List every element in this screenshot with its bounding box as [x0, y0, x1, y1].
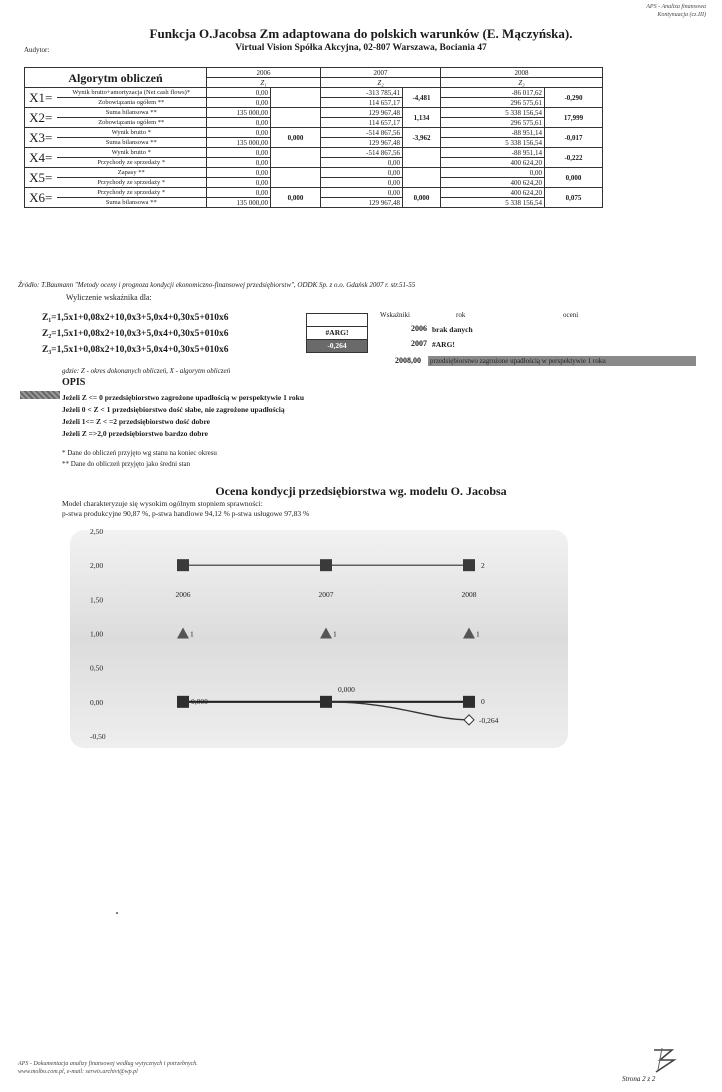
result-2008: -0,290: [545, 88, 603, 108]
note-1: * Dane do obliczeń przyjęto wg stanu na koniec okresu: [62, 449, 217, 457]
z1-header: Z₁: [207, 78, 321, 88]
value-2006-num: 0,00: [207, 148, 271, 158]
value-2008-num: 400 624,20: [441, 188, 545, 198]
result-2006: 0,000: [271, 188, 321, 208]
y-tick-label: 1,50: [90, 595, 104, 605]
data-point: [463, 559, 475, 571]
value-2006-den: 0,00: [207, 118, 271, 128]
result-year-2008: 2008,00: [395, 356, 421, 365]
value-2008-den: 296 575,61: [441, 98, 545, 108]
corner-line-2: Kontynuacja (cz.III): [657, 12, 706, 18]
numerator-desc: Przychody ze sprzedaży *: [57, 188, 207, 198]
data-point: [320, 628, 332, 639]
value-2008-den: 400 624,20: [441, 158, 545, 168]
value-2008-den: 400 624,20: [441, 178, 545, 188]
document-title: Funkcja O.Jacobsa Zm adaptowana do polskich warunków (E. Mączyńska).: [149, 26, 573, 41]
denominator-desc: Przychody ze sprzedaży *: [57, 178, 207, 188]
data-label: 1: [333, 629, 337, 639]
result-2008: -0,017: [545, 128, 603, 148]
source-note: Źródło: T.Baumann "Metody oceny i prognoza kondycji ekonomiczno-finansowej przedsiębiorstw", ODDK Sp. z o.o. Gdańsk 2007 r. str.51-55: [18, 281, 416, 289]
value-2007-den: 114 657,17: [321, 118, 403, 128]
numerator-desc: Zapasy **: [57, 168, 207, 178]
value-2007-num: -514 867,56: [321, 128, 403, 138]
footer-line-2: www.molbo.com.pl, e-mail: serwis.archivi@wp.pl: [18, 1069, 138, 1075]
formula-z3: Z₃=1,5x1+0,08x2+10,0x3+5,0x4+0,30x5+010x6: [42, 345, 229, 355]
rule-2: Jeżeli 0 < Z < 1 przedsiębiorstwo dość słabe, nie zagrożone upadłością: [62, 405, 285, 414]
x-tick-label: 2006: [175, 590, 191, 599]
y-tick-label: 2,50: [90, 527, 104, 536]
note-2: ** Dane do obliczeń przyjęto jako średni stan: [62, 460, 191, 468]
value-2008-den: 296 575,61: [441, 118, 545, 128]
result-2008: 0,075: [545, 188, 603, 208]
x-tick-label: 2007: [318, 590, 334, 599]
rule-4: Jeżeli Z =>2,0 przedsiębiorstwo bardzo dobre: [62, 429, 208, 438]
z2-header: Z₂: [321, 78, 441, 88]
denominator-desc: Suma bilansowa **: [57, 138, 207, 148]
value-2006-den: 0,00: [207, 98, 271, 108]
variable-label: X2=: [25, 108, 57, 128]
denominator-desc: Suma bilansowa **: [57, 198, 207, 208]
x-tick-label: 2008: [461, 590, 477, 599]
data-label: 1: [190, 629, 194, 639]
result-2007: -4,481: [403, 88, 441, 108]
variable-label: X4=: [25, 148, 57, 168]
value-2006-num: 0,00: [207, 188, 271, 198]
data-label: 1: [476, 629, 480, 639]
value-2007-num: -514 867,56: [321, 148, 403, 158]
series-line: [326, 702, 469, 720]
y-tick-label: 0,50: [90, 663, 104, 673]
y-tick-label: 1,00: [90, 629, 104, 639]
data-label: 0,000: [338, 684, 355, 694]
data-point: [463, 696, 475, 708]
corner-line-1: APS - Analiza finansowa: [646, 4, 706, 10]
z2-result: #ARG!: [307, 327, 367, 340]
data-point: [177, 628, 189, 639]
data-point: [320, 559, 332, 571]
legend-note: gdzie: Z - okres dokonanych obliczeń, X - algorytm obliczeń: [62, 367, 231, 375]
rule-1: Jeżeli Z <= 0 przedsiębiorstwo zagrożone upadłością w perspektywie 1 roku: [62, 393, 305, 402]
result-year-2006: 2006: [411, 324, 427, 333]
result-2008: -0,222: [545, 148, 603, 168]
value-2006-den: 135 000,00: [207, 138, 271, 148]
result-text-2007: #ARG!: [432, 340, 455, 349]
numerator-desc: Wynik brutto *: [57, 128, 207, 138]
document-subtitle: Virtual Vision Spółka Akcyjna, 02-807 Warszawa, Bociania 47: [235, 43, 487, 53]
variable-label: X6=: [25, 188, 57, 208]
data-point: [463, 628, 475, 639]
z3-result: -0,264: [307, 340, 367, 352]
rule-3: Jeżeli 1<= Z < =2 przedsiębiorstwo dość dobre: [62, 417, 210, 426]
footer-line-1: APS - Dokumentacja analizy finansowej według wytycznych i potrzebnych.: [18, 1061, 198, 1067]
value-2007-den: 114 657,17: [321, 98, 403, 108]
data-point: [177, 559, 189, 571]
numerator-desc: Wynik brutto+amortyzacja (Net cash flows)*: [57, 88, 207, 98]
opis-heading: OPIS: [62, 377, 86, 388]
result-2007: -3,962: [403, 128, 441, 148]
chart-subtitle-2: p-stwa produkcyjne 90,87 %, p-stwa handlowe 94,12 % p-stwa usługowe 97,83 %: [62, 509, 310, 518]
auditor-label: Audytor:: [24, 46, 50, 54]
value-2006-num: 0,00: [207, 88, 271, 98]
page-number: Strona 2 z 2: [622, 1075, 656, 1083]
value-2008-num: 0,00: [441, 168, 545, 178]
result-text-2008: przedsiębiorstwo zagrożone upadłością w perspektywie 1 roku: [428, 356, 696, 366]
table-heading: Algorytm obliczeń: [25, 68, 207, 88]
value-2008-num: 5 338 156,54: [441, 108, 545, 118]
stray-dot: [116, 912, 118, 914]
numerator-desc: Suma bilansowa **: [57, 108, 207, 118]
value-2006-den: 0,00: [207, 178, 271, 188]
value-2006-den: 0,00: [207, 158, 271, 168]
value-2006-den: 135 000,00: [207, 198, 271, 208]
value-2007-num: 0,00: [321, 168, 403, 178]
denominator-desc: Zobowiązania ogółem **: [57, 118, 207, 128]
year-2008: 2008: [441, 68, 603, 78]
value-2006-num: 135 000,00: [207, 108, 271, 118]
value-2007-den: 129 967,48: [321, 138, 403, 148]
data-label: 2: [481, 561, 485, 571]
results-oceni-label: oceni: [563, 311, 579, 319]
formula-z2: Z₂=1,5x1+0,08x2+10,0x3+5,0x4+0,30x5+010x6: [42, 329, 229, 339]
results-rok-label: rok: [456, 311, 466, 319]
value-2007-num: -313 785,41: [321, 88, 403, 98]
value-2007-num: 0,00: [321, 188, 403, 198]
variable-label: X3=: [25, 128, 57, 148]
year-2006: 2006: [207, 68, 321, 78]
y-tick-label: 0,00: [90, 697, 104, 707]
variable-label: X5=: [25, 168, 57, 188]
data-label: 0,000: [191, 696, 208, 706]
calc-label: Wyliczenie wskaźnika dla:: [66, 293, 152, 302]
y-tick-label: 2,00: [90, 561, 104, 571]
value-2007-den: 0,00: [321, 158, 403, 168]
chart-title: Ocena kondycji przedsiębiorstwa wg. modelu O. Jacobsa: [215, 484, 507, 498]
value-2007-num: 129 967,48: [321, 108, 403, 118]
data-point: [177, 696, 189, 708]
result-2008: 17,999: [545, 108, 603, 128]
value-2007-den: 129 967,48: [321, 198, 403, 208]
z3-header: Z₃: [441, 78, 603, 88]
footer-text: [18, 1060, 198, 1076]
result-year-2007: 2007: [411, 339, 427, 348]
value-2008-num: -88 951,14: [441, 128, 545, 138]
denominator-desc: Przychody ze sprzedaży *: [57, 158, 207, 168]
result-text-2006: brak danych: [432, 325, 473, 334]
variable-label: X1=: [25, 88, 57, 108]
results-wsk-label: Wskaźniki: [380, 311, 410, 319]
value-2008-den: 5 338 156,54: [441, 138, 545, 148]
result-2008: 0,000: [545, 168, 603, 188]
value-2006-num: 0,00: [207, 168, 271, 178]
result-2007: 0,000: [403, 188, 441, 208]
data-label: 0: [481, 696, 485, 706]
value-2006-num: 0,00: [207, 128, 271, 138]
result-2007: 1,134: [403, 108, 441, 128]
chart-subtitle-1: Model charakteryzuje się wysokim ogólnym stopniem sprawności:: [62, 499, 263, 508]
formula-z1: Z₁=1,5x1+0,08x2+10,0x3+5,0x4+0,30x5+010x6: [42, 313, 229, 323]
logo-icon: [648, 1044, 678, 1074]
data-point: [464, 715, 474, 725]
value-2007-den: 0,00: [321, 178, 403, 188]
value-2008-den: 5 338 156,54: [441, 198, 545, 208]
numerator-desc: Wynik brutto *: [57, 148, 207, 158]
value-2008-num: -86 017,62: [441, 88, 545, 98]
y-tick-label: -0,50: [90, 732, 106, 741]
result-2006: 0,000: [271, 128, 321, 148]
value-2008-num: -88 951,14: [441, 148, 545, 158]
denominator-desc: Zobowiązania ogółem **: [57, 98, 207, 108]
data-label: -0,264: [479, 715, 499, 725]
year-2007: 2007: [321, 68, 441, 78]
